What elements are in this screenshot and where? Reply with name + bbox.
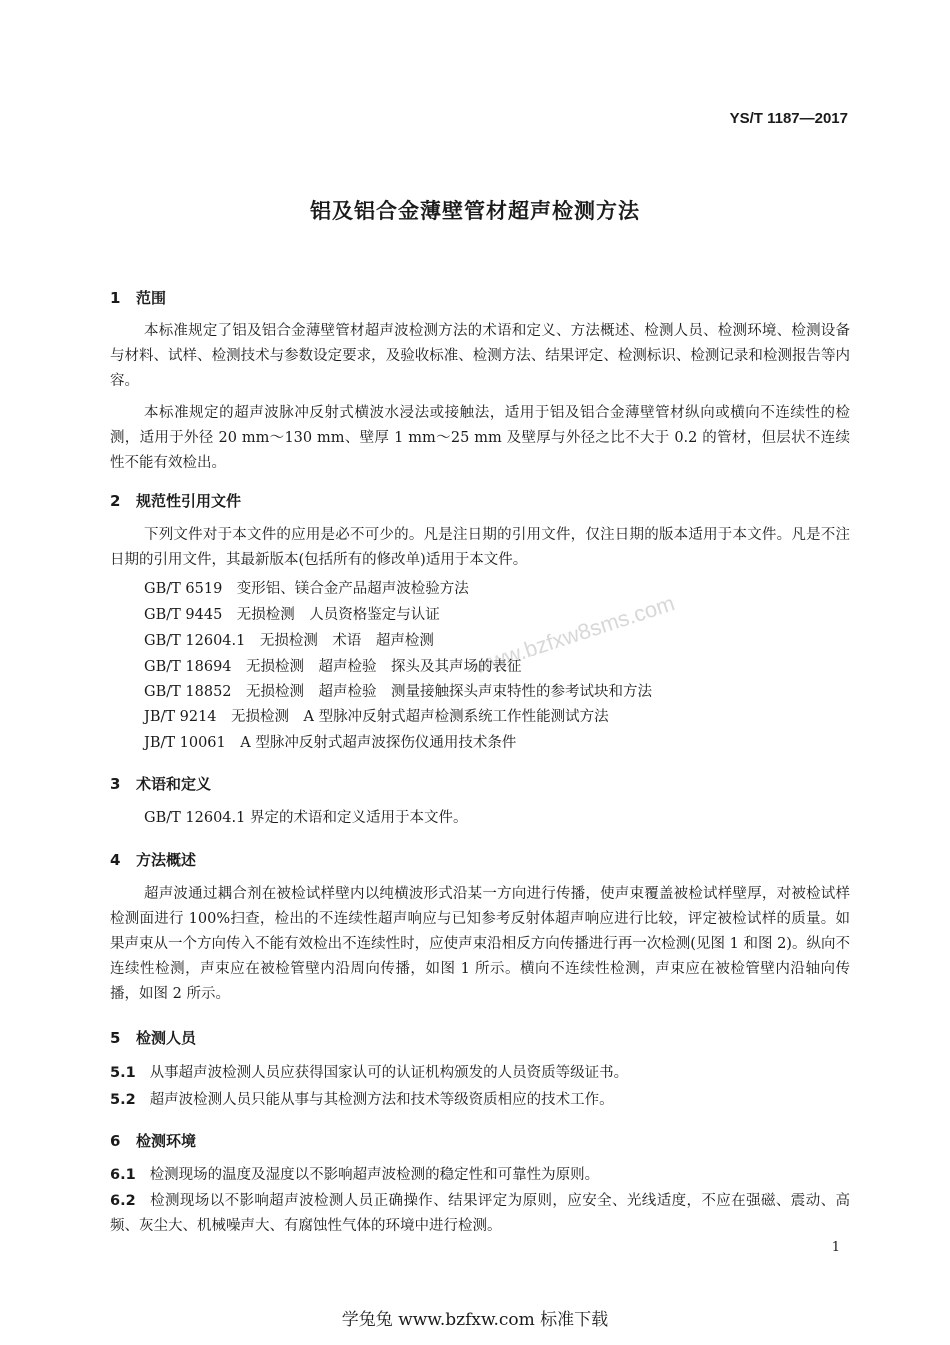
clause-5-1: 5.1 从事超声波检测人员应获得国家认可的认证机构颁发的人员资质等级证书。 [110,1065,629,1081]
standard-code: YS/T 1187—2017 [729,110,848,127]
paragraph: 本标准规定的超声波脉冲反射式横波水浸法或接触法，适用于铝及铝合金薄壁管材纵向或横向不连续性的检测，适用于外径 20 mm～130 mm、壁厚 1 mm～25 mm 及壁厚与外径之比不大于 0.2 的管材，但层状不连续性不能有效检出。 [110,405,850,471]
watermark: www.bzfxw8sms.com [471,590,678,679]
document-title: 铝及铝合金薄壁管材超声检测方法 [310,199,640,223]
paragraph: 本标准规定了铝及铝合金薄壁管材超声波检测方法的术语和定义、方法概述、检测人员、检测环境、检测设备与材料、试样、检测技术与参数设定要求，及验收标准、检测方法、结果评定、检测标识、检测记录和检测报告等内容。 [110,323,850,389]
paragraph: 下列文件对于本文件的应用是必不可少的。凡是注日期的引用文件，仅注日期的版本适用于本文件。凡是不注日期的引用文件，其最新版本(包括所有的修改单)适用于本文件。 [110,527,850,568]
section-heading-4: 4 方法概述 [110,851,197,869]
reference-item: GB/T 18852 无损检测 超声检验 测量接触探头声束特性的参考试块和方法 [144,684,653,700]
section-heading-5: 5 检测人员 [110,1029,197,1047]
page-number: 1 [831,1240,840,1255]
clause-5-2: 5.2 超声波检测人员只能从事与其检测方法和技术等级资质相应的技术工作。 [110,1092,614,1108]
reference-item: GB/T 18694 无损检测 超声检验 探头及其声场的表征 [144,659,522,675]
clause-6-2: 6.2 检测现场以不影响超声波检测人员正确操作、结果评定为原则，应安全、光线适度，不应在强磁、震动、高频、灰尘大、机械噪声大、有腐蚀性气体的环境中进行检测。 [110,1193,850,1234]
section-heading-1: 1 范围 [110,289,167,307]
reference-item: GB/T 9445 无损检测 人员资格鉴定与认证 [144,607,440,623]
section-heading-2: 2 规范性引用文件 [110,492,242,510]
section-heading-6: 6 检测环境 [110,1132,197,1150]
reference-item: JB/T 10061 A 型脉冲反射式超声波探伤仪通用技术条件 [144,735,517,751]
reference-item: GB/T 6519 变形铝、镁合金产品超声波检验方法 [144,581,469,597]
clause-6-1: 6.1 检测现场的温度及湿度以不影响超声波检测的稳定性和可靠性为原则。 [110,1167,600,1183]
reference-item: GB/T 12604.1 无损检测 术语 超声检测 [144,633,434,649]
paragraph: 超声波通过耦合剂在被检试样壁内以纯横波形式沿某一方向进行传播，使声束覆盖被检试样壁厚，对被检试样检测面进行 100%扫查，检出的不连续性超声响应与已知参考反射体超声响应进行比较，评定被检试样的质量。如果声束从一个方向传入不能有效检出不连续性时，应使声束沿相反方向传播进行再一次检测(见图 1 和图 2)。纵向不连续性检测，声束应在被检管壁内沿周向传播，如图 1 所示。横向不连续性检测，声束应在被检管壁内沿轴向传播，如图 2 所示。 [110,886,850,1002]
footer-text: 学兔兔 www.bzfxw.com 标准下载 [341,1310,609,1330]
paragraph: GB/T 12604.1 界定的术语和定义适用于本文件。 [144,810,468,826]
reference-item: JB/T 9214 无损检测 A 型脉冲反射式超声检测系统工作性能测试方法 [144,709,609,725]
section-heading-3: 3 术语和定义 [110,775,212,793]
